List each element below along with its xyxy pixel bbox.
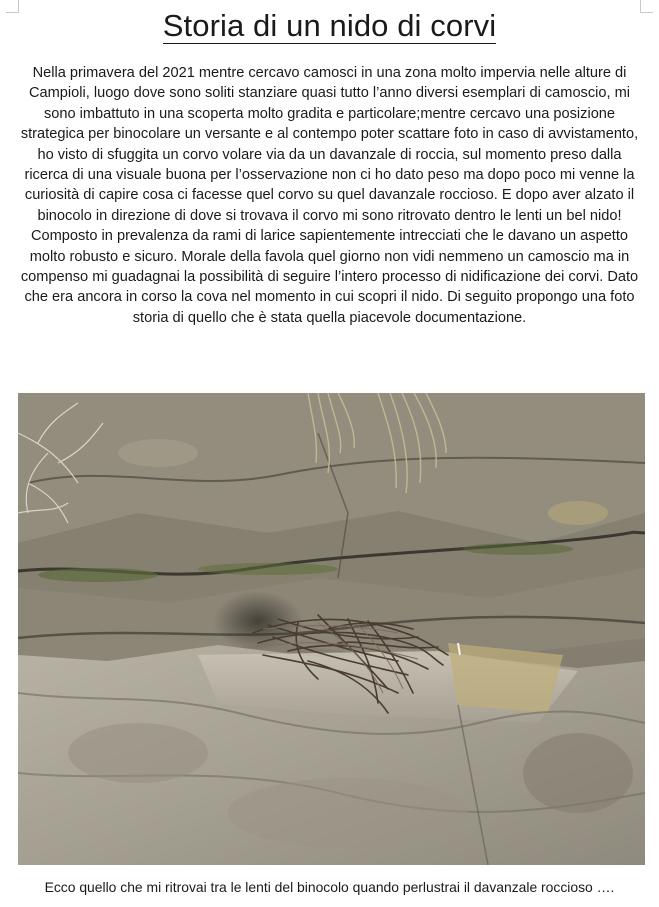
document-title-text: Storia di un nido di corvi <box>162 8 497 43</box>
photo-caption: Ecco quello che mi ritrovai tra le lenti del binocolo quando perlustrai il davanzale roccioso …. <box>44 879 615 895</box>
document-body-paragraph: Nella primavera del 2021 mentre cercavo camosci in una zona molto impervia nelle alture di Campioli, luogo dove sono soliti stanziare quasi tutto l’anno diversi esemplari di camoscio, mi sono imbattuto in una scoperta molto gradita e particolare;mentre cercavo una posizione strategica per binocolare un versante e al contempo poter scattare foto in caso di avvistamento, ho visto di sfuggita un corvo volare via da un davanzale di roccia, sul momento preso dalla ricerca di una visuale buona per l’osservazione non ci ho dato peso ma dopo poco mi venne la curiosità di capire cosa ci facesse quel corvo su quel davanzale roccioso. E dopo aver alzato il binocolo in direzione di dove si trovava il corvo mi sono ritrovato dentro le lenti un bel nido! Composto in prevalenza da rami di larice sapientemente intrecciati che le davano un aspetto molto robusto e sicuro. Morale della favola quel giorno non vidi nemmeno un camoscio ma in compenso mi guadagnai la possibilità di seguire l’intero processo di nidificazione dei corvi. Dato che era ancora in corso la cova nel momento in cui scopri il nido. Di seguito propongo una foto storia di quello che è stata quella piacevole documentazione. <box>20 65 639 326</box>
raven-nest-photo-drawing <box>18 393 645 865</box>
raven-nest-photo <box>18 393 645 865</box>
document-title <box>0 6 659 46</box>
